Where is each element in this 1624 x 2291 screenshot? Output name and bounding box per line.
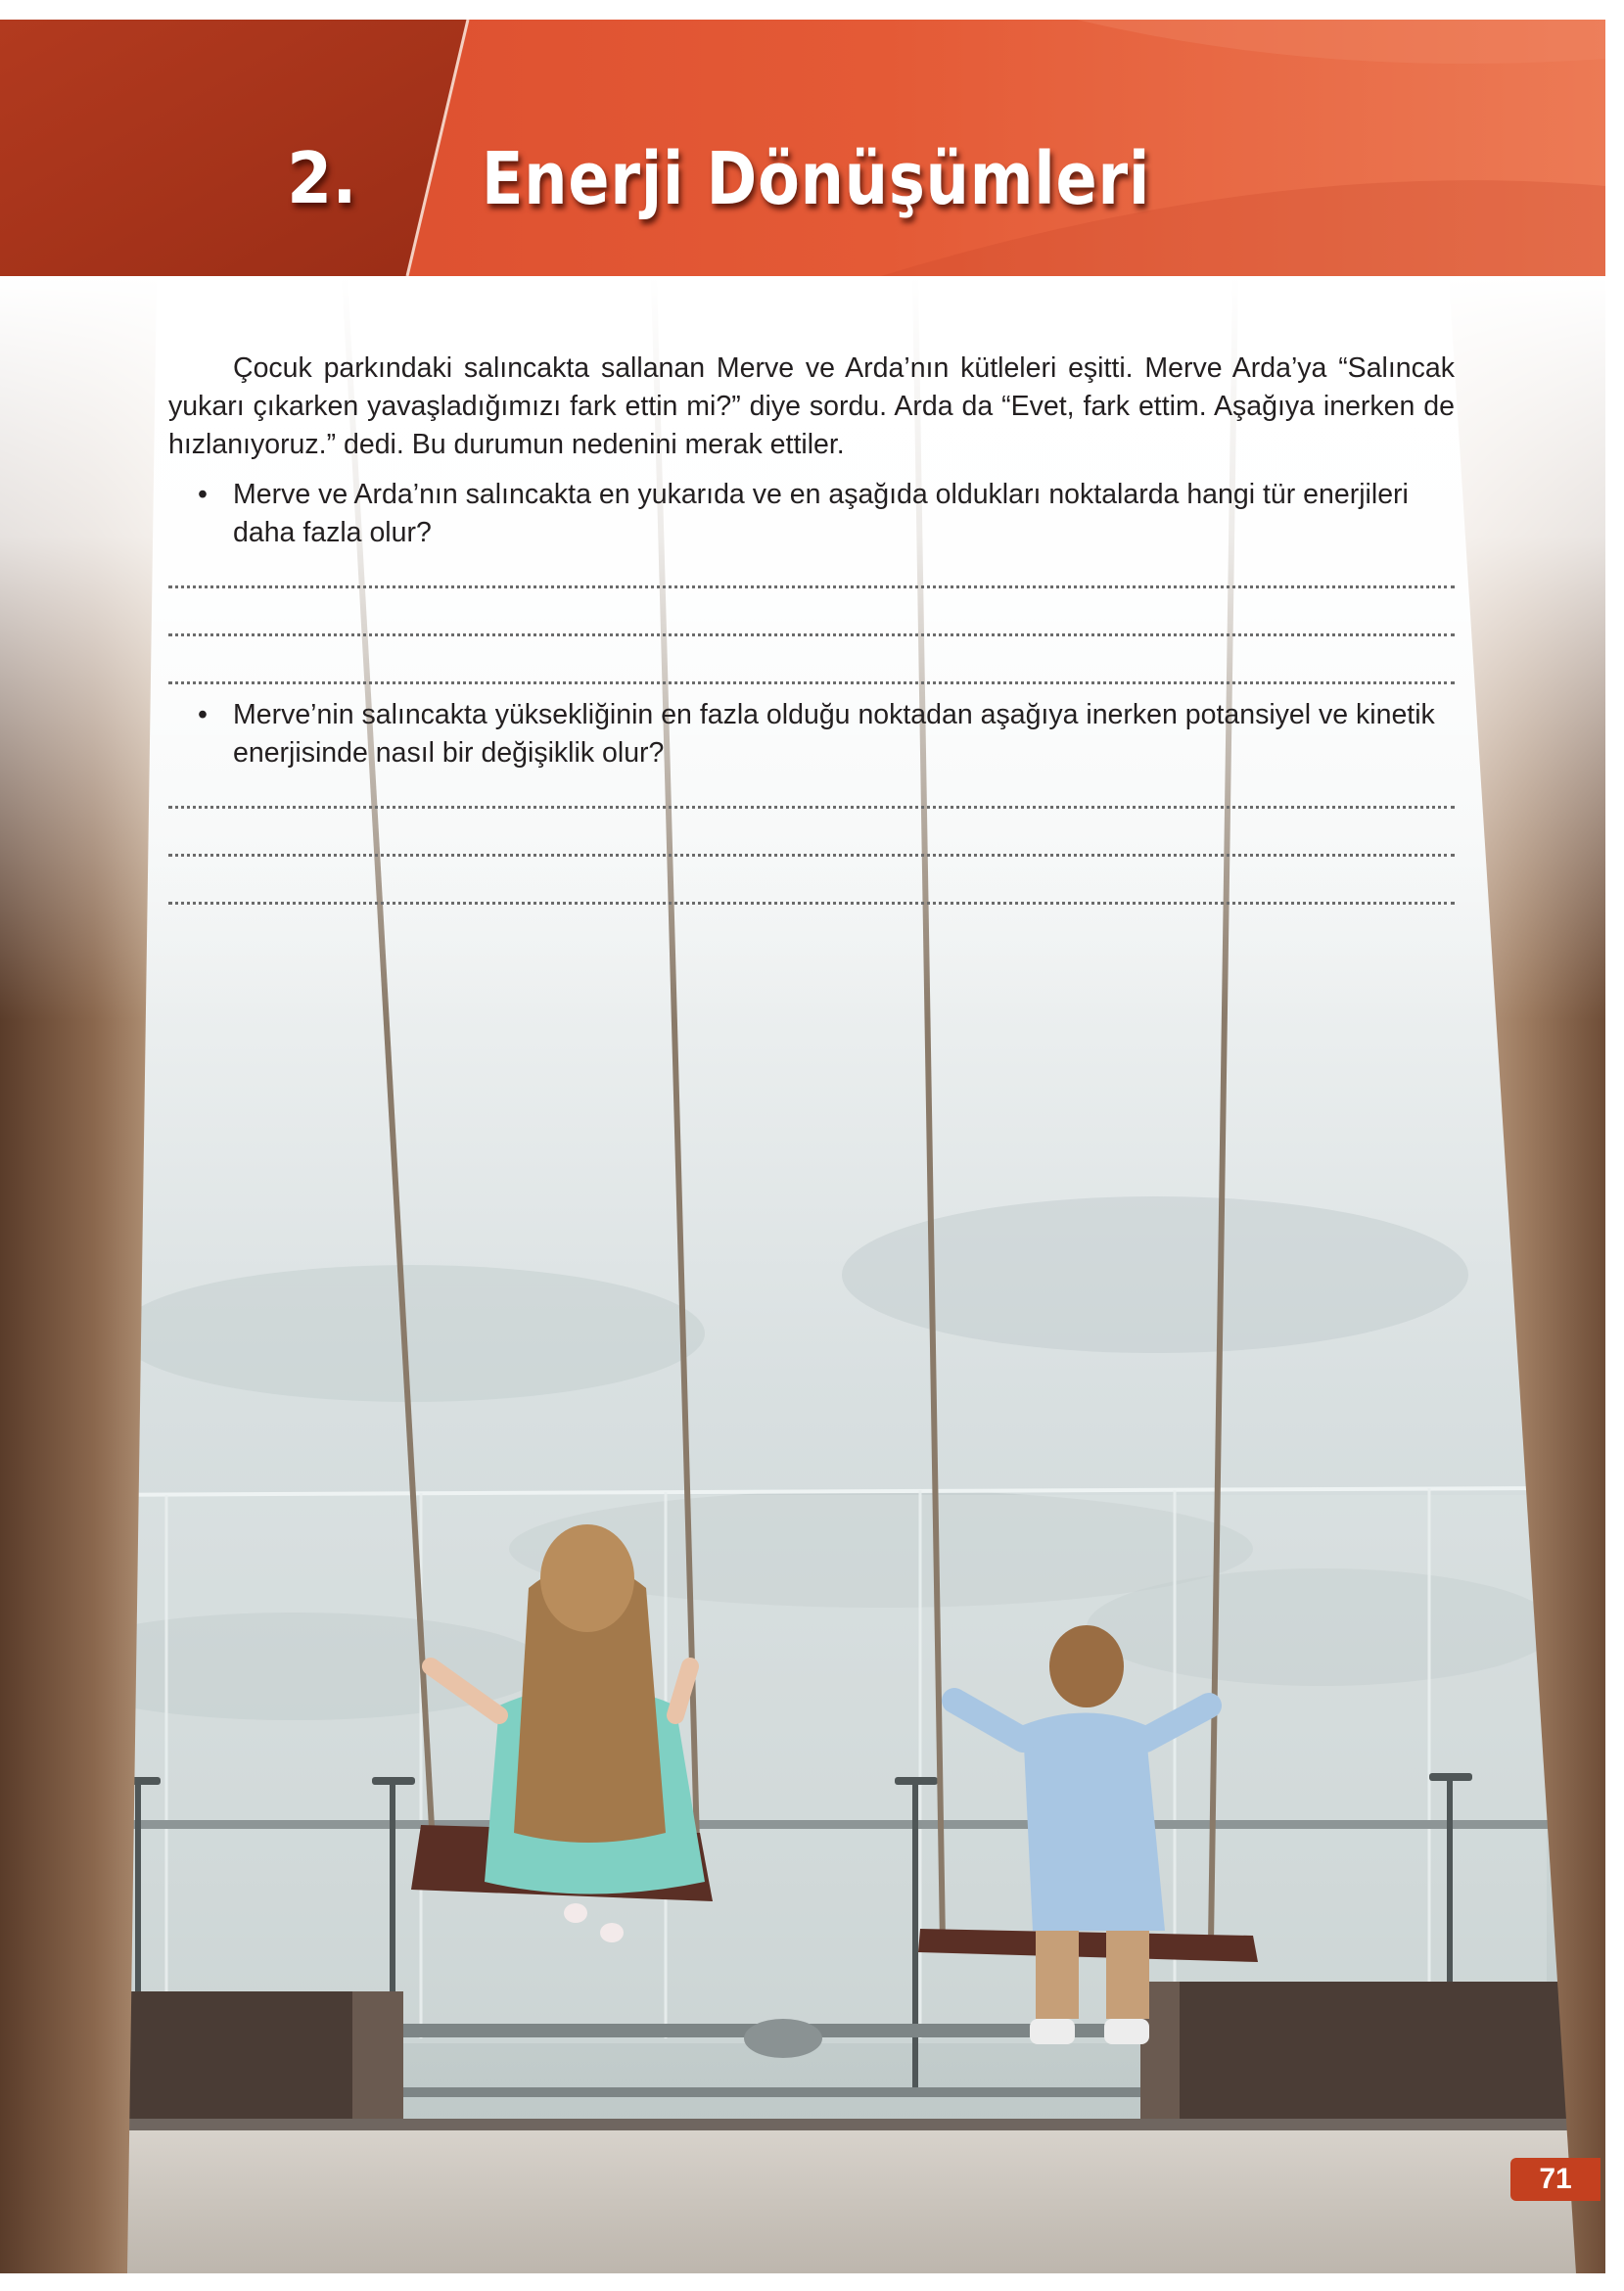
question-block-1 [168, 476, 1455, 684]
answer-line[interactable] [168, 662, 1455, 684]
page-number: 71 [1510, 2158, 1601, 2201]
question-block-2 [168, 696, 1455, 905]
question-2-text: Merve’nin salıncakta yüksekliğinin en fazla olduğu noktadan aşağıya inerken potansiyel ve kinetik enerjisinde nasıl bir değişiklik olur? [233, 699, 1435, 769]
text-content [168, 350, 1455, 914]
bullet-icon: • [198, 699, 208, 730]
question-1-text: Merve ve Arda’nın salıncakta en yukarıda ve en aşağıda oldukları noktalarda hangi tür enerjileri daha fazla olur? [233, 479, 1409, 548]
bullet-icon: • [198, 479, 208, 510]
question-2 [198, 696, 1455, 772]
answer-line[interactable] [168, 614, 1455, 636]
chapter-number: 2. [287, 137, 357, 219]
answer-line[interactable] [168, 786, 1455, 809]
chapter-banner [0, 20, 1605, 276]
chapter-title: Enerji Dönüşümleri [482, 137, 1151, 221]
question-1 [198, 476, 1455, 552]
answer-line[interactable] [168, 882, 1455, 905]
intro-paragraph: Çocuk parkındaki salıncakta sallanan Merve ve Arda’nın kütleleri eşitti. Merve Arda’ya “Salıncak yukarı çıkarken yavaşladığımızı fark ettin mi?” diye sordu. Arda da “Evet, fark ettim. Aşağıya inerken de hızlanıyoruz.” dedi. Bu durumun nedenini merak ettiler. [168, 352, 1455, 460]
answer-line[interactable] [168, 834, 1455, 857]
answer-line[interactable] [168, 566, 1455, 588]
